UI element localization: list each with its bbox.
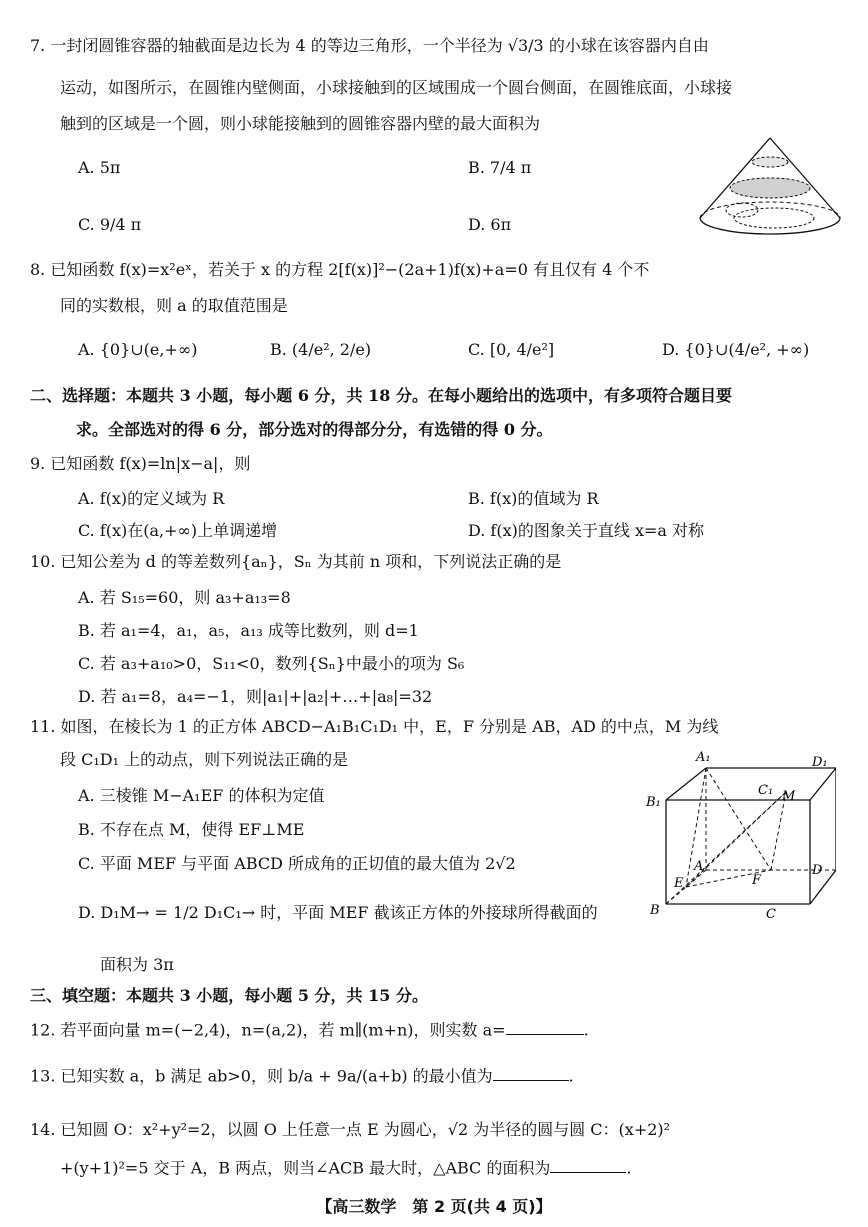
q8-option-b: B. (4/e², 2/e) [270,340,372,359]
label-a1: A₁ [696,750,711,765]
q13-text: 13. 已知实数 a，b 满足 ab>0，则 b/a + 9a/(a+b) 的最小值为 [30,1066,493,1086]
q11-line-2: 段 C₁D₁ 上的动点，则下列说法正确的是 [60,750,349,769]
q10-option-b: B. 若 a₁=4，a₁，a₅，a₁₃ 成等比数列，则 d=1 [78,621,419,640]
q12-text: 12. 若平面向量 m=(−2,4)，n=(a,2)，若 m∥(m+n)，则实数 a= [30,1020,506,1040]
q9-option-d: D. f(x)的图象关于直线 x=a 对称 [468,521,705,540]
q9-option-b: B. f(x)的值域为 R [468,489,599,508]
section-2-heading-cont: 求。全部选对的得 6 分，部分选对的得部分分，有选错的得 0 分。 [76,420,553,439]
q9-option-c: C. f(x)在(a,+∞)上单调递增 [78,521,278,540]
q8-line-2: 同的实数根，则 a 的取值范围是 [60,296,288,315]
q10-option-d: D. 若 a₁=8，a₄=−1，则|a₁|+|a₂|+…+|a₈|=32 [78,687,433,706]
q14-line-2: +(y+1)²=5 交于 A，B 两点，则当∠ACB 最大时，△ABC 的面积为 . [60,1158,632,1178]
q9-stem: 9. 已知函数 f(x)=ln|x−a|，则 [30,454,251,473]
q11-option-b: B. 不存在点 M，使得 EF⊥ME [78,820,305,839]
label-b1: B₁ [646,795,661,810]
q8-option-a: A. {0}∪(e,+∞) [78,340,198,359]
q7-line-3: 触到的区域是一个圆，则小球能接触到的圆锥容器内壁的最大面积为 [60,114,541,133]
q14-answer-blank[interactable] [550,1158,626,1173]
q14-line-1: 14. 已知圆 O：x²+y²=2，以圆 O 上任意一点 E 为圆心，√2 为半径的圆与圆 C：(x+2)² [30,1120,671,1139]
page-footer: 【高三数学 第 2 页(共 4 页)】 [316,1197,552,1216]
cone-figure [690,136,850,240]
section-3-heading: 三、填空题：本题共 3 小题，每小题 5 分，共 15 分。 [30,986,428,1005]
label-c1: C₁ [758,783,774,798]
q7-option-a: A. 5π [78,158,121,177]
label-b: B [650,903,660,918]
q11-option-c: C. 平面 MEF 与平面 ABCD 所成角的正切值的最大值为 2√2 [78,854,516,873]
q8-option-d: D. {0}∪(4/e², +∞) [662,340,810,359]
section-2-heading: 二、选择题：本题共 3 小题，每小题 6 分，共 18 分。在每小题给出的选项中，有多项符合题目要 [30,386,732,405]
q7-option-b: B. 7/4 π [468,158,532,177]
q11-option-d-cont: 面积为 3π [100,955,174,974]
label-e: E [674,876,684,891]
q7-line-2: 运动，如图所示，在圆锥内壁侧面，小球接触到的区域围成一个圆台侧面，在圆锥底面，小球接 [60,78,733,97]
q12-stem: 12. 若平面向量 m=(−2,4)，n=(a,2)，若 m∥(m+n)，则实数 a= . [30,1020,589,1040]
q11-option-a: A. 三棱锥 M−A₁EF 的体积为定值 [78,786,325,805]
q10-option-a: A. 若 S₁₅=60，则 a₃+a₁₃=8 [78,588,291,607]
cube-figure [640,744,836,924]
q7-line-1: 7. 一封闭圆锥容器的轴截面是边长为 4 的等边三角形，一个半径为 √3/3 的小球在该容器内自由 [30,36,709,55]
label-d1: D₁ [812,755,828,770]
q8-line-1: 8. 已知函数 f(x)=x²eˣ，若关于 x 的方程 2[f(x)]²−(2a+1)f(x)+a=0 有且仅有 4 个不 [30,260,650,279]
q11-line-1: 11. 如图，在棱长为 1 的正方体 ABCD−A₁B₁C₁D₁ 中，E，F 分别是 AB，AD 的中点，M 为线 [30,717,719,736]
q7-option-c: C. 9/4 π [78,215,142,234]
label-d: D [812,863,823,878]
q10-stem: 10. 已知公差为 d 的等差数列{aₙ}，Sₙ 为其前 n 项和，下列说法正确的是 [30,552,562,571]
q10-option-c: C. 若 a₃+a₁₀>0，S₁₁<0，数列{Sₙ}中最小的项为 S₆ [78,654,465,673]
q13-stem: 13. 已知实数 a，b 满足 ab>0，则 b/a + 9a/(a+b) 的最小值为 . [30,1066,574,1086]
q7-option-d: D. 6π [468,215,512,234]
q11-option-d: D. D₁M→ = 1/2 D₁C₁→ 时，平面 MEF 截该正方体的外接球所得截面的 [78,903,598,922]
label-f: F [752,873,762,888]
q9-option-a: A. f(x)的定义域为 R [78,489,225,508]
q14-text: +(y+1)²=5 交于 A，B 两点，则当∠ACB 最大时，△ABC 的面积为 [60,1158,551,1178]
label-m: M [782,789,796,804]
label-c: C [766,907,776,922]
q8-option-c: C. [0, 4/e²] [468,340,555,359]
q12-answer-blank[interactable] [506,1020,584,1035]
q13-answer-blank[interactable] [493,1066,569,1081]
label-a: A [694,859,704,874]
